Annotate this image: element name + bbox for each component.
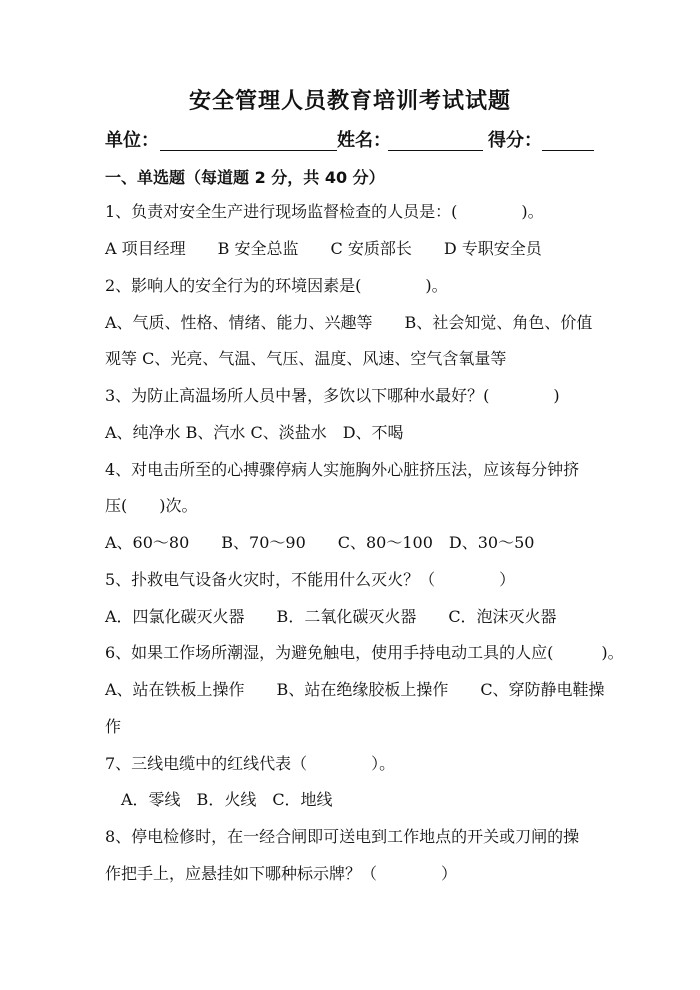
question-line: A．零线 B．火线 C．地线	[105, 790, 333, 809]
exam-title: 安全管理人员教育培训考试试题	[188, 89, 511, 114]
unit-label: 单位：	[105, 130, 159, 151]
question-line: 8、停电检修时，在一经合闸即可送电到工作地点的开关或刀闸的操	[105, 827, 580, 846]
question-line: A、站在铁板上操作 B、站在绝缘胶板上操作 C、穿防静电鞋操	[105, 680, 605, 699]
name-label: 姓名：	[337, 130, 391, 151]
question-line: A、纯净水 B、汽水 C、淡盐水 D、不喝	[105, 423, 404, 442]
question-line: A．四氯化碳灭火器 B．二氧化碳灭火器 C．泡沫灭火器	[105, 607, 557, 626]
question-line: A、60～80 B、70～90 C、80～100 D、30～50	[105, 533, 535, 552]
question-line: 6、如果工作场所潮湿，为避免触电，使用手持电动工具的人应( )。	[105, 643, 624, 662]
name-blank[interactable]	[388, 150, 483, 151]
question-line: 1、负责对安全生产进行现场监督检查的人员是：( )。	[105, 202, 544, 221]
question-line: 作	[105, 717, 122, 736]
question-line: A、气质、性格、情绪、能力、兴趣等 B、社会知觉、角色、价值	[105, 313, 593, 332]
question-line: A 项目经理 B 安全总监 C 安质部长 D 专职安全员	[105, 239, 542, 258]
score-label: 得分：	[488, 130, 542, 151]
score-blank[interactable]	[542, 150, 594, 151]
question-line: 7、三线电缆中的红线代表（ ）。	[105, 754, 396, 773]
question-line: 压( )次。	[105, 496, 198, 515]
question-line: 4、对电击所至的心搏骤停病人实施胸外心脏挤压法，应该每分钟挤	[105, 460, 580, 479]
unit-blank[interactable]	[160, 150, 337, 151]
info-row	[105, 128, 600, 156]
question-line: 观等 C、光亮、气温、气压、温度、风速、空气含氧量等	[105, 349, 507, 368]
question-line: 2、影响人的安全行为的环境因素是( )。	[105, 276, 448, 295]
question-line: 5、扑救电气设备火灾时，不能用什么灭火？（ ）	[105, 570, 516, 589]
question-line: 作把手上，应悬挂如下哪种标示牌？（ ）	[105, 864, 458, 883]
section-heading-single-choice: 一、单选题（每道题 2 分，共 40 分）	[105, 168, 385, 187]
question-line: 3、为防止高温场所人员中暑，多饮以下哪种水最好？( )	[105, 386, 560, 405]
